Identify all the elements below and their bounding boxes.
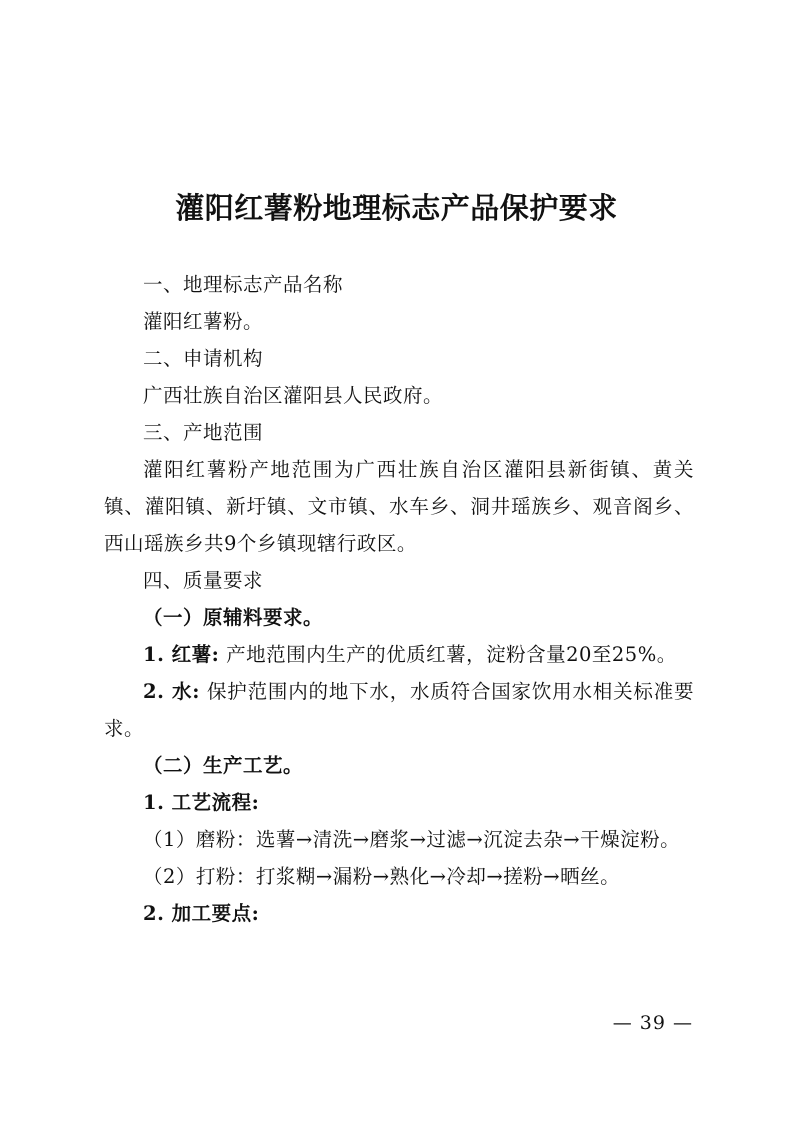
section-heading-production-area: 三、产地范围 (143, 421, 264, 444)
processing-key-points-heading: 2. 加工要点: (143, 902, 260, 925)
process-step-grinding: （1）磨粉：选薯→清洗→磨浆→过滤→沉淀去杂→干燥淀粉。 (143, 828, 681, 851)
process-flow-heading: 1. 工艺流程: (143, 791, 260, 814)
subheading-raw-materials: （一）原辅料要求。 (143, 606, 324, 629)
item-label-sweet-potato: 1. 红薯: (143, 643, 220, 666)
process-step-noodle-making: （2）打粉：打浆糊→漏粉→熟化→冷却→搓粉→晒丝。 (143, 865, 621, 888)
product-name-text: 灌阳红薯粉。 (143, 310, 264, 333)
subheading-production-process: （二）生产工艺。 (143, 754, 304, 777)
production-area-text: 灌阳红薯粉产地范围为广西壮族自治区灌阳县新街镇、黄关镇、灌阳镇、新圩镇、文市镇、水车乡、洞井瑶族乡、观音阁乡、西山瑶族乡共9个乡镇现辖行政区。 (104, 458, 694, 555)
page-number: — 39 — (612, 1012, 693, 1034)
item-text-sweet-potato: 产地范围内生产的优质红薯，淀粉含量20至25%。 (226, 643, 677, 666)
section-heading-quality: 四、质量要求 (143, 569, 264, 592)
applicant-text: 广西壮族自治区灌阳县人民政府。 (143, 384, 444, 407)
document-title: 灌阳红薯粉地理标志产品保护要求 (175, 191, 618, 225)
raw-material-sweet-potato (104, 636, 694, 673)
document-body (104, 266, 694, 932)
section-heading-applicant: 二、申请机构 (143, 347, 264, 370)
section-heading-product-name: 一、地理标志产品名称 (143, 273, 344, 296)
item-label-water: 2. 水: (143, 680, 200, 703)
raw-material-water (104, 673, 694, 747)
item-text-water: 保护范围内的地下水，水质符合国家饮用水相关标准要求。 (104, 680, 694, 740)
